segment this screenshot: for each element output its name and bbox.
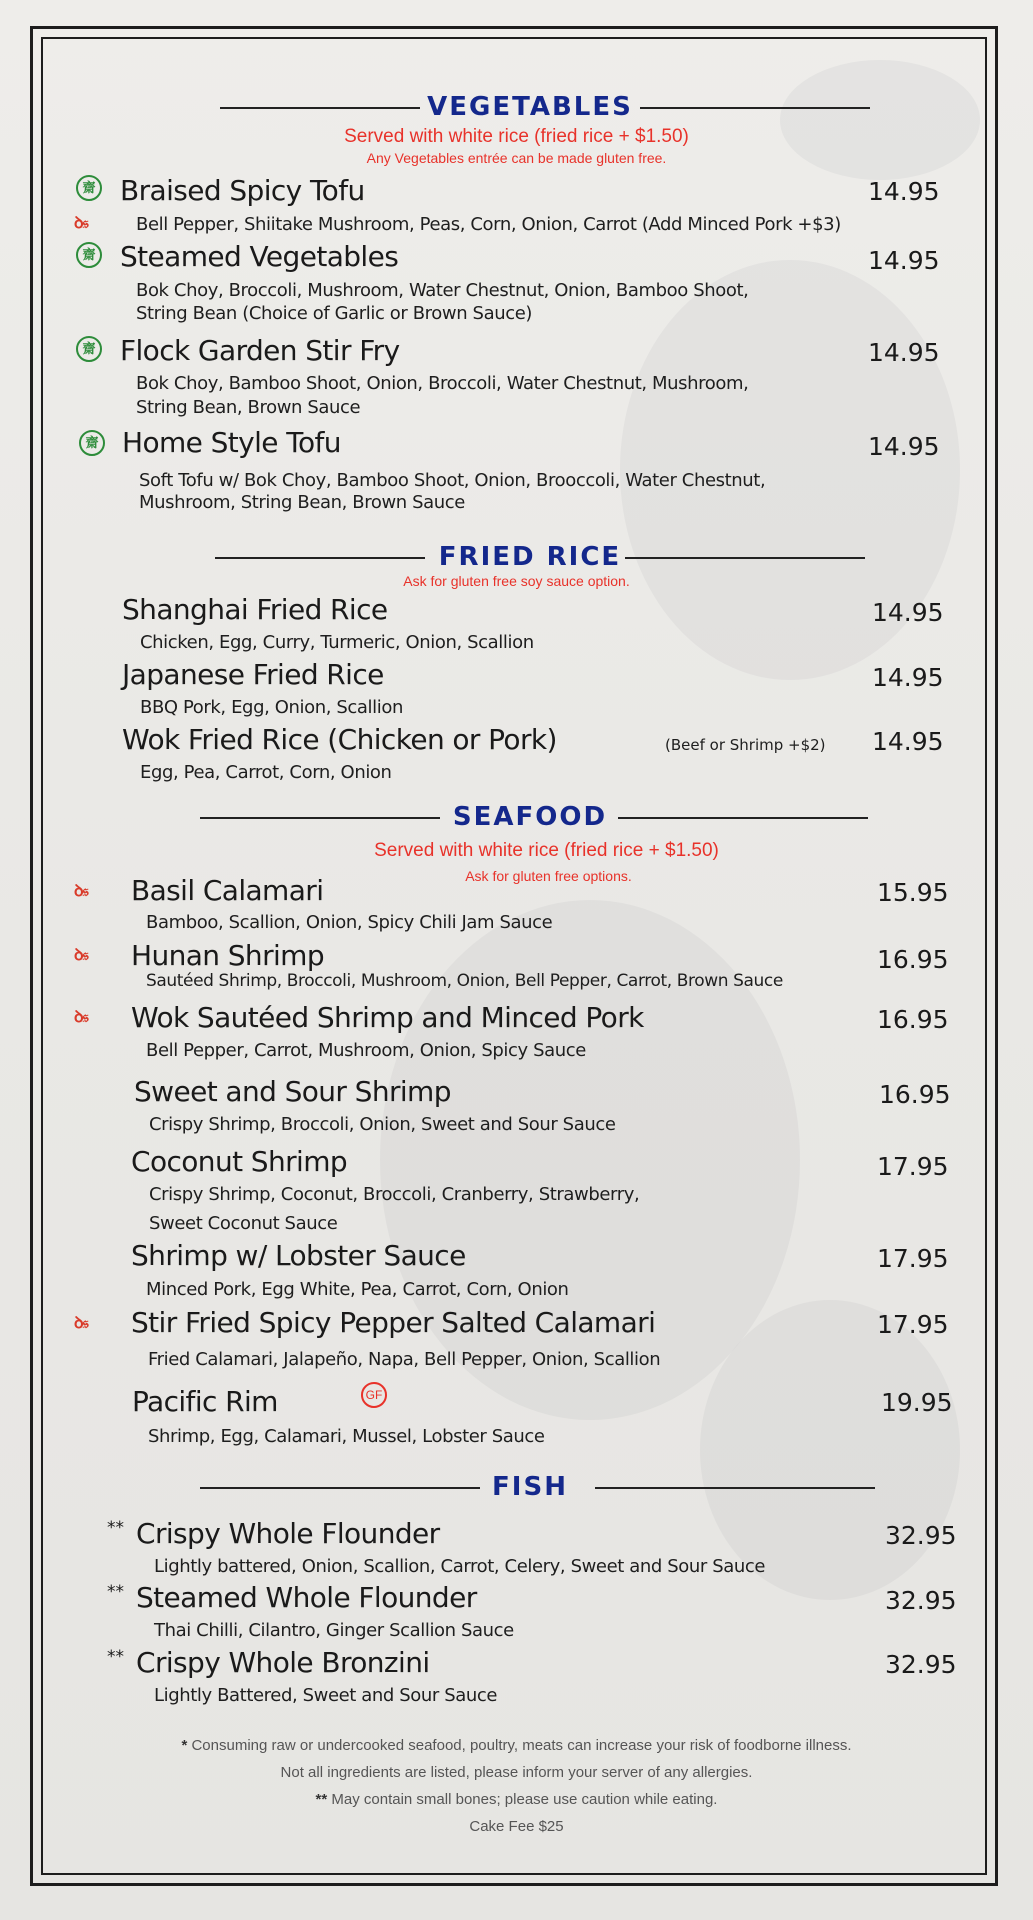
item-name: Wok Fried Rice (Chicken or Pork) bbox=[122, 723, 557, 756]
footer-asterisk: * bbox=[181, 1737, 188, 1754]
item-description-line2: Sweet Coconut Sauce bbox=[149, 1213, 338, 1234]
footer-bones-note bbox=[0, 1791, 1033, 1808]
vegetables-gluten-note: Any Vegetables entrée can be made gluten free. bbox=[366, 150, 667, 166]
item-name: Coconut Shrimp bbox=[131, 1145, 348, 1178]
item-price: 15.95 bbox=[877, 878, 949, 907]
item-description: Shrimp, Egg, Calamari, Mussel, Lobster Sauce bbox=[148, 1426, 545, 1447]
item-description: Bamboo, Scallion, Onion, Spicy Chili Jam Sauce bbox=[146, 912, 553, 933]
section-header-vegetables bbox=[190, 92, 870, 122]
item-price: 32.95 bbox=[885, 1586, 957, 1615]
seafood-rice-note: Served with white rice (fried rice + $1.50) bbox=[374, 840, 719, 861]
seafood-gluten-note: Ask for gluten free options. bbox=[465, 868, 632, 884]
section-title: VEGETABLES bbox=[427, 92, 633, 122]
item-name: Home Style Tofu bbox=[122, 426, 341, 459]
item-price: 19.95 bbox=[881, 1388, 953, 1417]
item-name: Shrimp w/ Lobster Sauce bbox=[131, 1239, 466, 1272]
footer-double-asterisk: ** bbox=[315, 1791, 328, 1808]
spicy-icon: ꝺ𝔰 bbox=[74, 213, 88, 232]
section-header-seafood bbox=[190, 802, 870, 832]
item-price: 17.95 bbox=[877, 1244, 949, 1273]
item-description: Minced Pork, Egg White, Pea, Carrot, Corn, Onion bbox=[146, 1279, 569, 1300]
item-description: Lightly Battered, Sweet and Sour Sauce bbox=[154, 1685, 498, 1706]
item-price: 14.95 bbox=[868, 246, 940, 275]
footer-text: Consuming raw or undercooked seafood, poultry, meats can increase your risk of foodborne illness. bbox=[191, 1737, 852, 1754]
item-price: 17.95 bbox=[877, 1310, 949, 1339]
spicy-icon: ꝺ𝔰 bbox=[74, 1007, 88, 1026]
item-description: BBQ Pork, Egg, Onion, Scallion bbox=[140, 697, 403, 718]
item-name: Japanese Fried Rice bbox=[122, 658, 384, 691]
bones-warning-mark: ** bbox=[107, 1582, 124, 1602]
vegetarian-icon: 齋 bbox=[76, 242, 102, 268]
item-name: Crispy Whole Bronzini bbox=[136, 1646, 430, 1679]
item-description: Egg, Pea, Carrot, Corn, Onion bbox=[140, 762, 392, 783]
item-price: 16.95 bbox=[877, 945, 949, 974]
item-name: Crispy Whole Flounder bbox=[136, 1517, 440, 1550]
item-description: Bell Pepper, Carrot, Mushroom, Onion, Spicy Sauce bbox=[146, 1040, 586, 1061]
item-description: Thai Chilli, Cilantro, Ginger Scallion Sauce bbox=[154, 1620, 514, 1641]
item-price: 16.95 bbox=[877, 1005, 949, 1034]
section-header-fish bbox=[190, 1472, 870, 1502]
spicy-icon: ꝺ𝔰 bbox=[74, 1313, 88, 1332]
spicy-icon: ꝺ𝔰 bbox=[74, 881, 88, 900]
item-price: 32.95 bbox=[885, 1650, 957, 1679]
spicy-icon: ꝺ𝔰 bbox=[74, 945, 88, 964]
item-description: Crispy Shrimp, Coconut, Broccoli, Cranberry, Strawberry, bbox=[149, 1184, 640, 1205]
item-name: Hunan Shrimp bbox=[131, 939, 325, 972]
item-name: Shanghai Fried Rice bbox=[122, 593, 388, 626]
fried-rice-gluten-note: Ask for gluten free soy sauce option. bbox=[403, 573, 630, 589]
item-price: 14.95 bbox=[868, 338, 940, 367]
item-price: 16.95 bbox=[879, 1080, 951, 1109]
item-name: Wok Sautéed Shrimp and Minced Pork bbox=[131, 1001, 644, 1034]
footer-cake-fee: Cake Fee $25 bbox=[469, 1818, 564, 1835]
footer-allergy-note: Not all ingredients are listed, please inform your server of any allergies. bbox=[280, 1764, 753, 1781]
gluten-free-icon: GF bbox=[361, 1382, 387, 1408]
item-price: 14.95 bbox=[872, 663, 944, 692]
item-extra-option: (Beef or Shrimp +$2) bbox=[665, 736, 826, 754]
item-price: 14.95 bbox=[868, 432, 940, 461]
item-name: Flock Garden Stir Fry bbox=[120, 334, 400, 367]
bones-warning-mark: ** bbox=[107, 1647, 124, 1667]
item-name: Sweet and Sour Shrimp bbox=[134, 1075, 451, 1108]
item-name: Basil Calamari bbox=[131, 874, 324, 907]
item-price: 14.95 bbox=[872, 727, 944, 756]
vegetarian-icon: 齋 bbox=[76, 336, 102, 362]
item-name: Stir Fried Spicy Pepper Salted Calamari bbox=[131, 1306, 656, 1339]
item-description: Chicken, Egg, Curry, Turmeric, Onion, Scallion bbox=[140, 632, 534, 653]
section-title: FISH bbox=[492, 1472, 568, 1502]
item-price: 17.95 bbox=[877, 1152, 949, 1181]
item-description: Lightly battered, Onion, Scallion, Carrot, Celery, Sweet and Sour Sauce bbox=[154, 1556, 766, 1577]
footer-text: May contain small bones; please use caution while eating. bbox=[331, 1791, 718, 1808]
item-description: Bok Choy, Bamboo Shoot, Onion, Broccoli, Water Chestnut, Mushroom, bbox=[136, 373, 749, 394]
item-price: 32.95 bbox=[885, 1521, 957, 1550]
item-description: Soft Tofu w/ Bok Choy, Bamboo Shoot, Onion, Brooccoli, Water Chestnut, bbox=[139, 470, 766, 491]
vegetarian-icon: 齋 bbox=[76, 175, 102, 201]
section-title: FRIED RICE bbox=[438, 542, 622, 572]
item-description-line2: String Bean (Choice of Garlic or Brown Sauce) bbox=[136, 303, 533, 324]
item-name: Pacific Rim bbox=[132, 1385, 278, 1418]
footer-foodborne-warning bbox=[0, 1737, 1033, 1754]
vegetables-rice-note: Served with white rice (fried rice + $1.50) bbox=[344, 126, 689, 147]
section-header-fried-rice bbox=[190, 542, 870, 572]
bones-warning-mark: ** bbox=[107, 1518, 124, 1538]
item-description: Bell Pepper, Shiitake Mushroom, Peas, Corn, Onion, Carrot (Add Minced Pork +$3) bbox=[136, 214, 841, 235]
item-price: 14.95 bbox=[868, 177, 940, 206]
item-price: 14.95 bbox=[872, 598, 944, 627]
item-description-line2: Mushroom, String Bean, Brown Sauce bbox=[139, 492, 465, 513]
item-name: Braised Spicy Tofu bbox=[120, 174, 365, 207]
item-name: Steamed Vegetables bbox=[120, 240, 399, 273]
item-name: Steamed Whole Flounder bbox=[136, 1581, 477, 1614]
vegetarian-icon: 齋 bbox=[79, 430, 105, 456]
section-title: SEAFOOD bbox=[452, 802, 608, 832]
item-description-line2: String Bean, Brown Sauce bbox=[136, 397, 361, 418]
item-description: Fried Calamari, Jalapeño, Napa, Bell Pepper, Onion, Scallion bbox=[148, 1349, 661, 1370]
item-description: Sautéed Shrimp, Broccoli, Mushroom, Onion, Bell Pepper, Carrot, Brown Sauce bbox=[146, 971, 783, 991]
item-description: Crispy Shrimp, Broccoli, Onion, Sweet and Sour Sauce bbox=[149, 1114, 616, 1135]
item-description: Bok Choy, Broccoli, Mushroom, Water Chestnut, Onion, Bamboo Shoot, bbox=[136, 280, 749, 301]
